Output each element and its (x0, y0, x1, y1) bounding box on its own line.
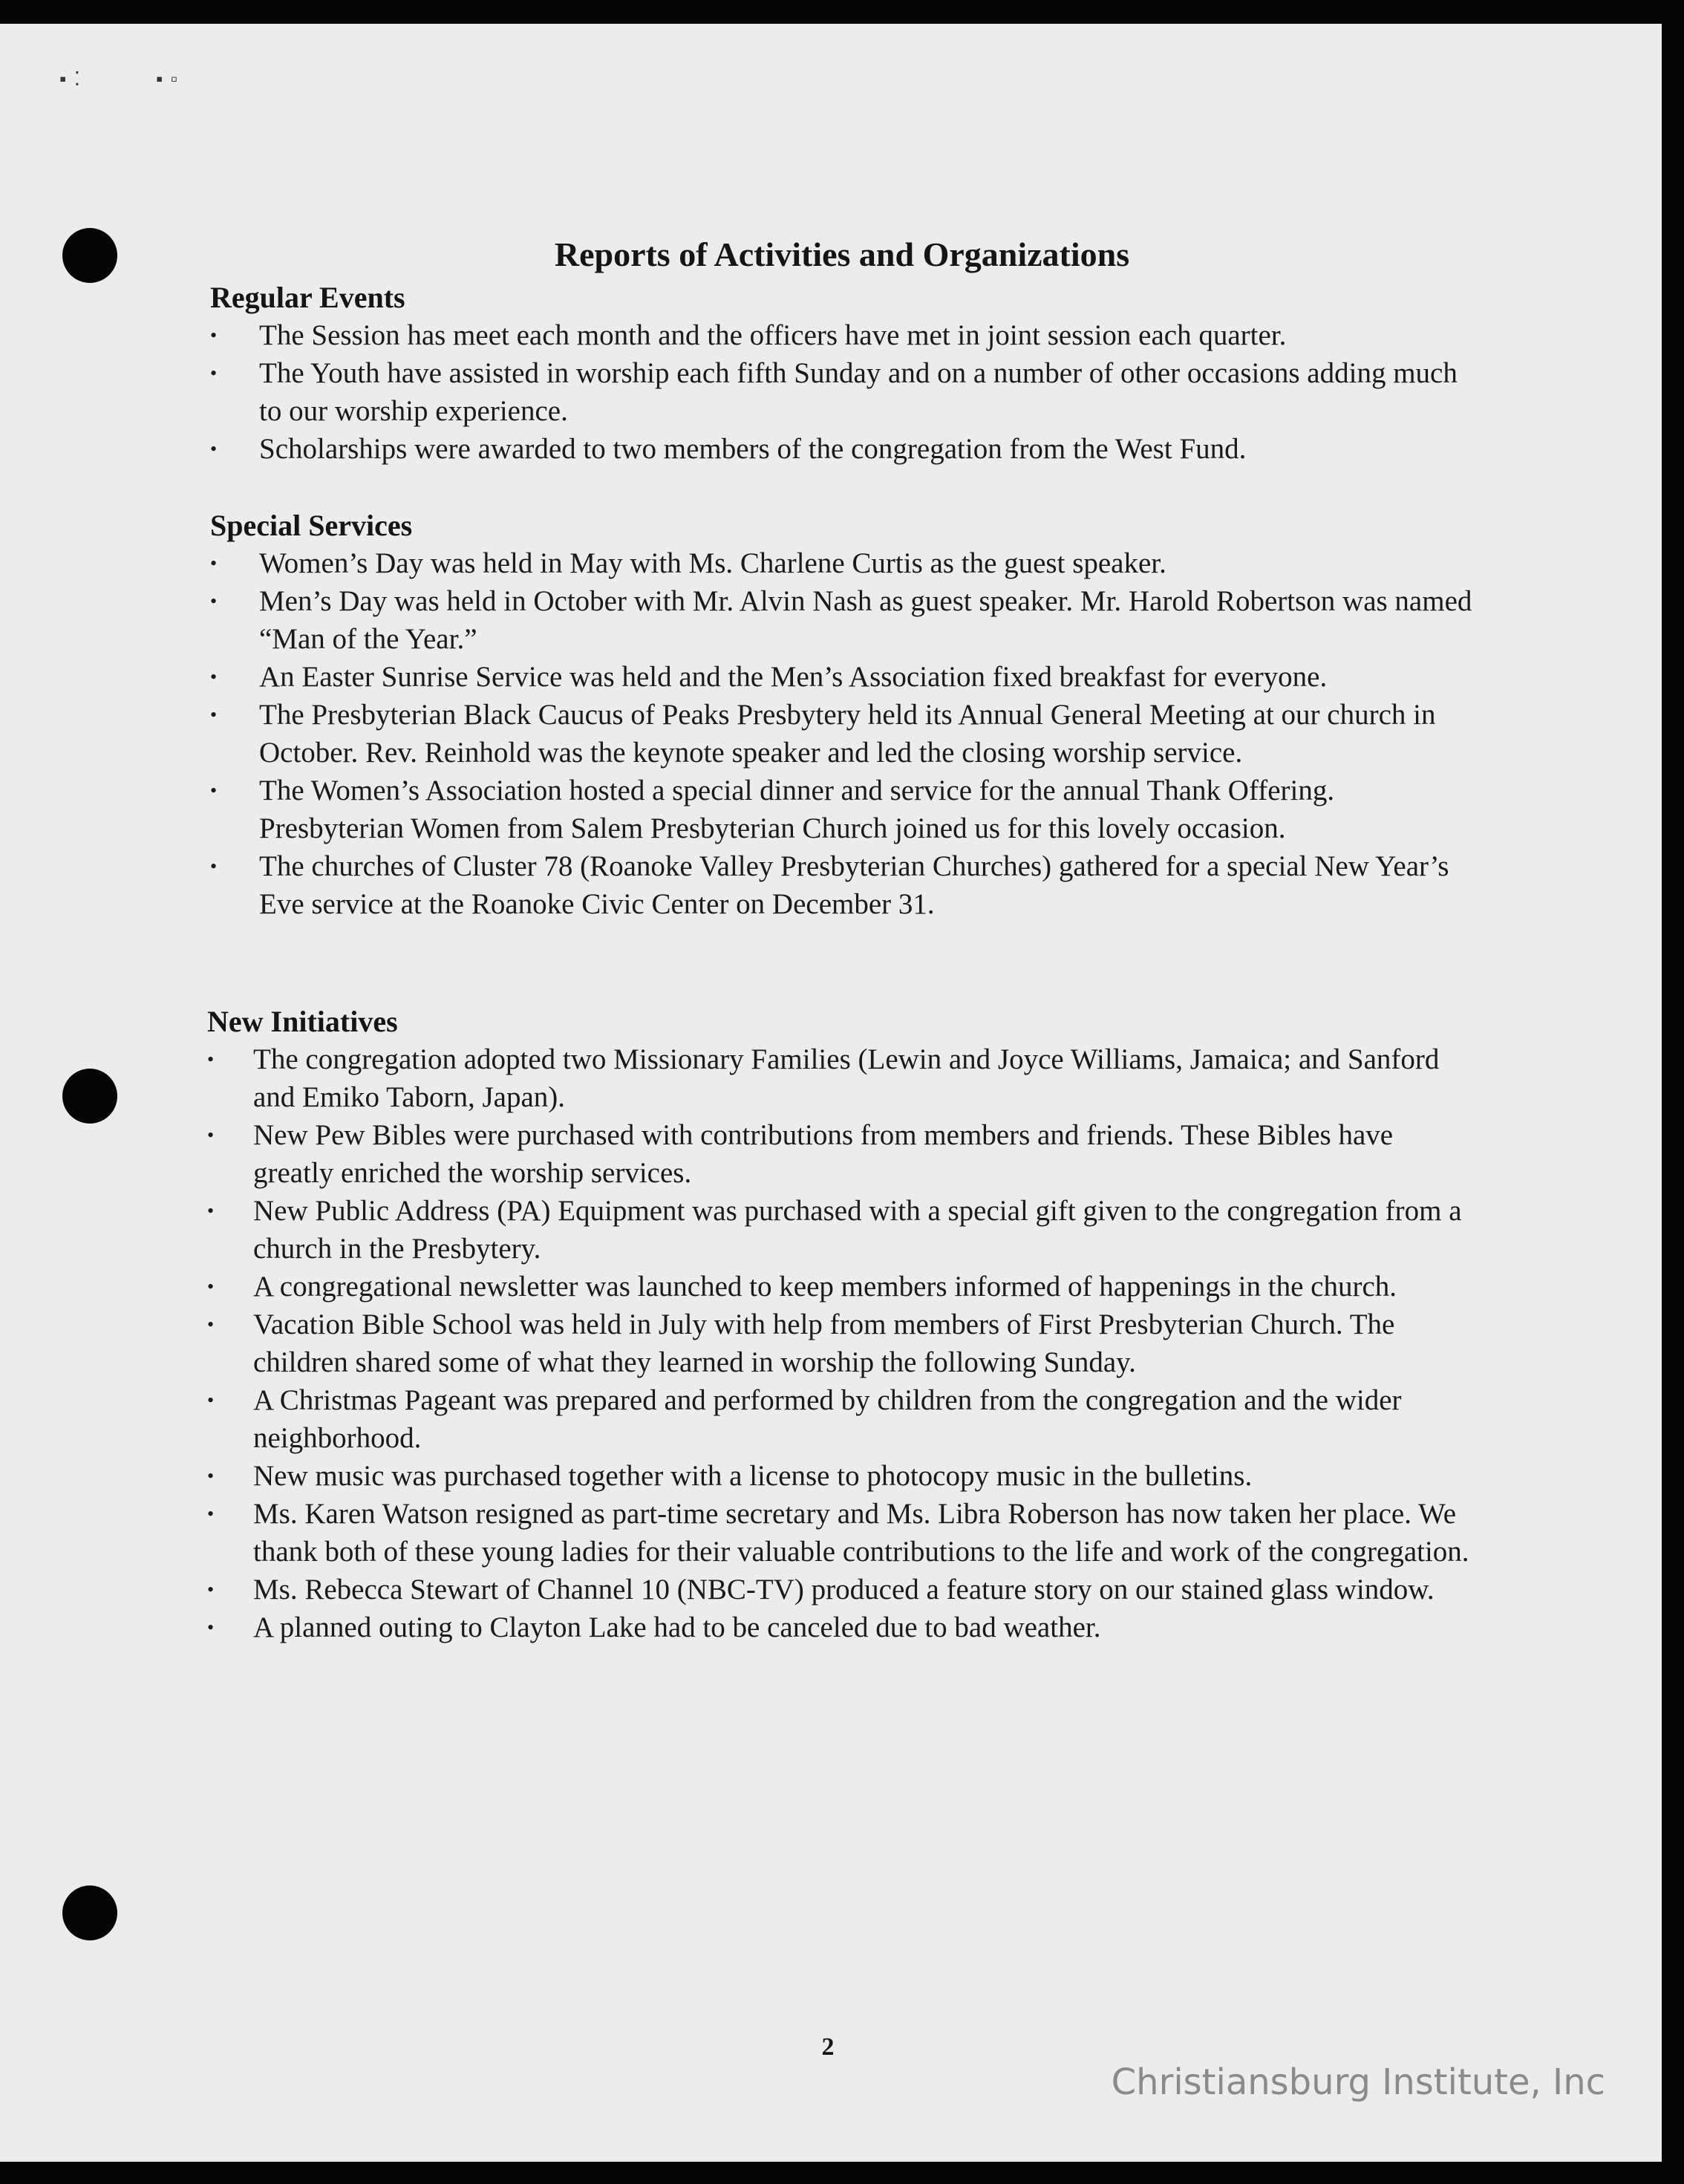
section-regular-events (210, 279, 1472, 468)
section-heading: Special Services (210, 509, 413, 542)
list-item: • A congregational newsletter was launched to keep members informed of happenings in the church. (207, 1268, 1469, 1305)
list-item: • New Public Address (PA) Equipment was purchased with a special gift given to the congregation from a church in the Presbytery. (207, 1192, 1469, 1268)
section-heading: Regular Events (210, 281, 405, 314)
bullet-list (210, 544, 1472, 923)
list-item: • Men’s Day was held in October with Mr. Alvin Nash as guest speaker. Mr. Harold Robertson was named “Man of the Year.” (210, 582, 1472, 658)
list-item: • Ms. Karen Watson resigned as part-time secretary and Ms. Libra Roberson has now taken her place. We thank both of these young ladies for their valuable contributions to the life and work of the congregation. (207, 1495, 1469, 1571)
document-title: Reports of Activities and Organizations (554, 235, 1130, 273)
list-item: • The churches of Cluster 78 (Roanoke Valley Presbyterian Churches) gathered for a special New Year’s Eve service at the Roanoke Civic Center on December 31. (210, 847, 1472, 923)
bullet-list (207, 1040, 1469, 1646)
punch-hole (62, 1069, 117, 1124)
list-item: • Ms. Rebecca Stewart of Channel 10 (NBC-TV) produced a feature story on our stained glass window. (207, 1571, 1469, 1608)
scan-specks: ▪ ▫ (156, 68, 179, 90)
list-item: • Women’s Day was held in May with Ms. Charlene Curtis as the guest speaker. (210, 544, 1472, 582)
list-item: • Scholarships were awarded to two members of the congregation from the West Fund. (210, 430, 1472, 468)
list-item: • The congregation adopted two Missionary Families (Lewin and Joyce Williams, Jamaica; and Sanford and Emiko Taborn, Japan). (207, 1040, 1469, 1116)
page-number: 2 (821, 2033, 835, 2061)
list-item: • Vacation Bible School was held in July with help from members of First Presbyterian Church. The children shared some of what they learned in worship the following Sunday. (207, 1305, 1469, 1381)
list-item: • A planned outing to Clayton Lake had to be canceled due to bad weather. (207, 1608, 1469, 1646)
section-new-initiatives (207, 1003, 1469, 1646)
punch-hole (62, 1885, 117, 1940)
section-heading: New Initiatives (207, 1005, 398, 1038)
list-item: • The Presbyterian Black Caucus of Peaks Presbytery held its Annual General Meeting at our church in October. Rev. Reinhold was the keynote speaker and led the closing worship service. (210, 696, 1472, 772)
list-item: • A Christmas Pageant was prepared and performed by children from the congregation and the wider neighborhood. (207, 1381, 1469, 1457)
list-item: • The Session has meet each month and the officers have met in joint session each quarter. (210, 316, 1472, 354)
watermark-text: Christiansburg Institute, Inc (1111, 2061, 1605, 2103)
list-item: • An Easter Sunrise Service was held and the Men’s Association fixed breakfast for everyone. (210, 658, 1472, 696)
bullet-list (210, 316, 1472, 468)
scan-specks: ▪ ⁚ (59, 68, 82, 90)
list-item: • The Women’s Association hosted a special dinner and service for the annual Thank Offering. Presbyterian Women from Salem Presbyterian Church joined us for this lovely occasion. (210, 772, 1472, 847)
section-special-services (210, 507, 1472, 923)
list-item: • New Pew Bibles were purchased with contributions from members and friends. These Bibles have greatly enriched the worship services. (207, 1116, 1469, 1192)
list-item: • New music was purchased together with a license to photocopy music in the bulletins. (207, 1457, 1469, 1495)
list-item: • The Youth have assisted in worship each fifth Sunday and on a number of other occasions adding much to our worship experience. (210, 354, 1472, 430)
